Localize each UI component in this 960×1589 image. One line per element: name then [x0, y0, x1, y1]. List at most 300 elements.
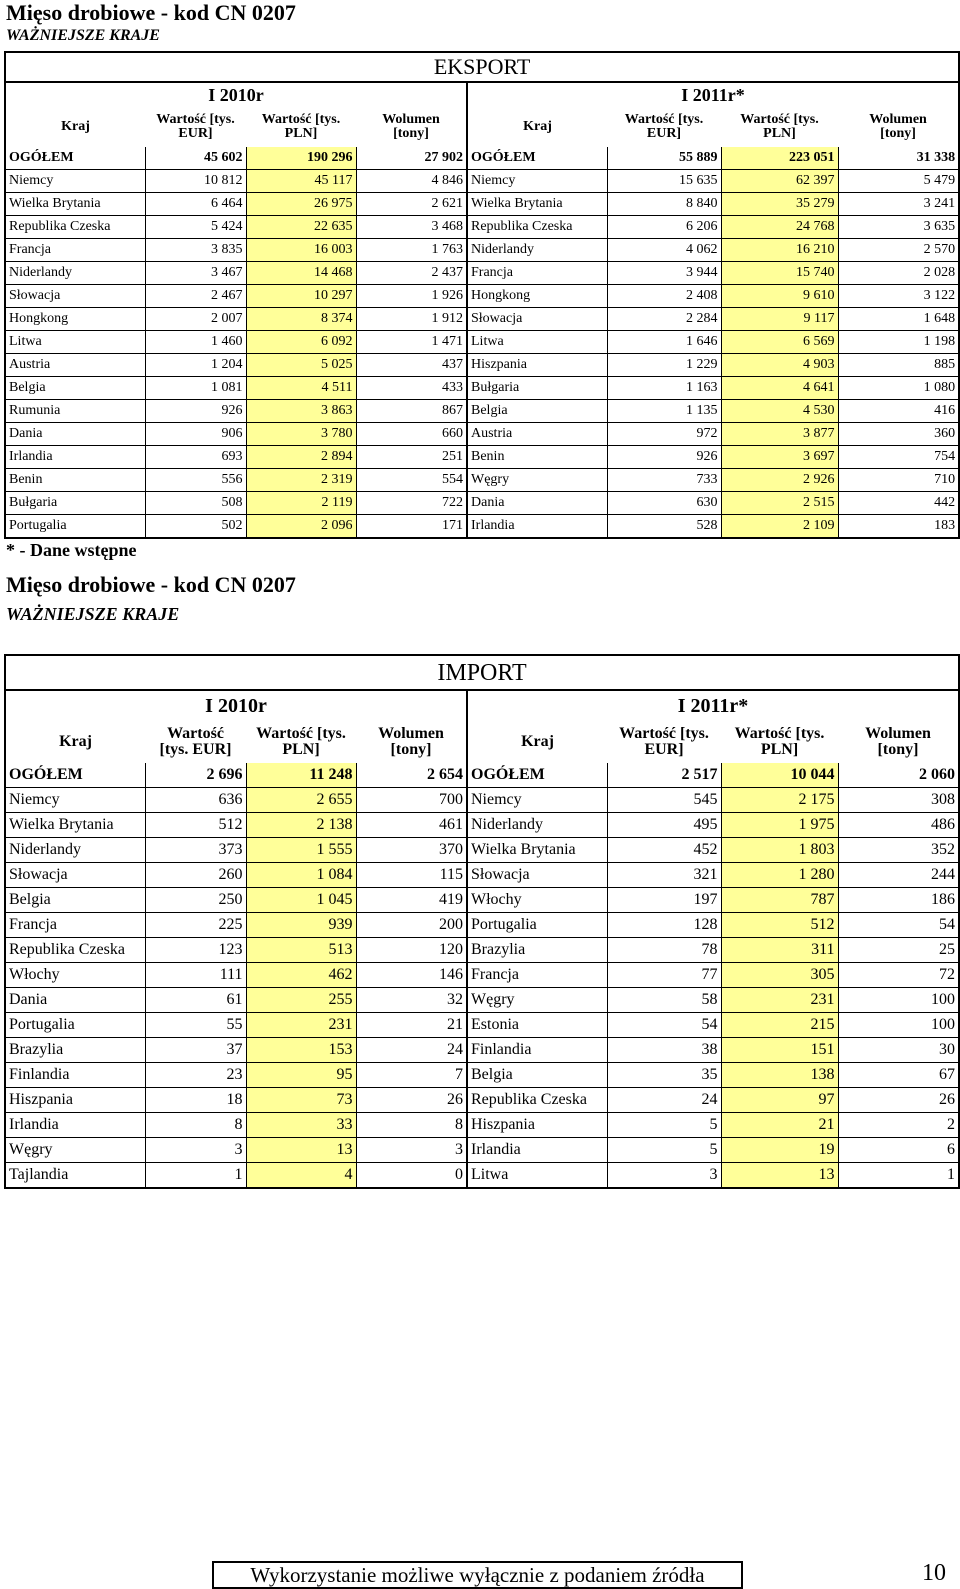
country-cell: Francja [5, 913, 145, 938]
value-cell: 200 [356, 913, 467, 938]
page-number: 10 [922, 1560, 946, 1586]
value-cell: 62 397 [721, 170, 838, 193]
value-cell: 24 [607, 1088, 721, 1113]
value-cell: 15 740 [721, 262, 838, 285]
value-cell: 3 863 [246, 400, 356, 423]
country-cell: Niderlandy [467, 239, 607, 262]
export-period-2010: I 2010r [5, 82, 467, 107]
value-cell: 2 621 [356, 193, 467, 216]
table-row [5, 838, 959, 863]
country-cell: Niemcy [5, 170, 145, 193]
value-cell: 2 119 [246, 492, 356, 515]
value-cell: 1 135 [607, 400, 721, 423]
table-row [5, 863, 959, 888]
value-cell: 97 [721, 1088, 838, 1113]
table-row [5, 377, 959, 400]
col-header-kraj: Kraj [5, 721, 145, 763]
country-cell: Wielka Brytania [5, 813, 145, 838]
value-cell: 260 [145, 863, 246, 888]
country-cell: Słowacja [5, 863, 145, 888]
value-cell: 5 479 [838, 170, 959, 193]
value-cell: 16 210 [721, 239, 838, 262]
value-cell: 5 [607, 1138, 721, 1163]
value-cell: 10 297 [246, 285, 356, 308]
value-cell: 2 515 [721, 492, 838, 515]
country-cell: Belgia [467, 1063, 607, 1088]
value-cell: 35 279 [721, 193, 838, 216]
col-header-eur-2011: Wartość [tys. EUR] [619, 725, 709, 758]
value-cell: 1 280 [721, 863, 838, 888]
value-cell: 8 374 [246, 308, 356, 331]
value-cell: 1 080 [838, 377, 959, 400]
value-cell: 2 319 [246, 469, 356, 492]
value-cell: 1 555 [246, 838, 356, 863]
value-cell: 636 [145, 788, 246, 813]
value-cell: 77 [607, 963, 721, 988]
value-cell: 462 [246, 963, 356, 988]
value-cell: 5 [607, 1113, 721, 1138]
country-cell: Finlandia [467, 1038, 607, 1063]
value-cell: 18 [145, 1088, 246, 1113]
export-subheading: WAŻNIEJSZE KRAJE [6, 27, 160, 44]
country-cell: OGÓŁEM [5, 763, 145, 788]
table-row [5, 1013, 959, 1038]
country-cell: Bułgaria [5, 492, 145, 515]
value-cell: 61 [145, 988, 246, 1013]
country-cell: Litwa [467, 1163, 607, 1189]
value-cell: 4 062 [607, 239, 721, 262]
country-cell: Francja [5, 239, 145, 262]
value-cell: 3 122 [838, 285, 959, 308]
value-cell: 153 [246, 1038, 356, 1063]
value-cell: 3 835 [145, 239, 246, 262]
value-cell: 6 [838, 1138, 959, 1163]
col-header-eur-2010: Wartość [tys. EUR] [159, 725, 232, 758]
country-cell: Benin [5, 469, 145, 492]
value-cell: 31 338 [838, 147, 959, 170]
value-cell: 2 109 [721, 515, 838, 539]
value-cell: 215 [721, 1013, 838, 1038]
value-cell: 3 697 [721, 446, 838, 469]
value-cell: 630 [607, 492, 721, 515]
value-cell: 1 [145, 1163, 246, 1189]
value-cell: 1 471 [356, 331, 467, 354]
value-cell: 171 [356, 515, 467, 539]
import-period-2010: I 2010r [5, 690, 467, 721]
country-cell: Hongkong [467, 285, 607, 308]
country-cell: Irlandia [5, 446, 145, 469]
col-header-vol-2011: Wolumen [tony] [838, 721, 959, 763]
col-header-pln-2010: Wartość [tys. PLN] [256, 725, 346, 758]
value-cell: 111 [145, 963, 246, 988]
col-header-vol-2010: Wolumen [tony] [378, 725, 444, 758]
value-cell: 3 [607, 1163, 721, 1189]
value-cell: 72 [838, 963, 959, 988]
value-cell: 556 [145, 469, 246, 492]
value-cell: 693 [145, 446, 246, 469]
value-cell: 27 902 [356, 147, 467, 170]
value-cell: 513 [246, 938, 356, 963]
country-cell: Republika Czeska [5, 938, 145, 963]
table-row [5, 239, 959, 262]
table-row [5, 492, 959, 515]
value-cell: 73 [246, 1088, 356, 1113]
value-cell: 9 117 [721, 308, 838, 331]
import-heading: Mięso drobiowe - kod CN 0207 [6, 572, 296, 597]
value-cell: 419 [356, 888, 467, 913]
export-heading: Mięso drobiowe - kod CN 0207 [6, 0, 296, 25]
value-cell: 24 [356, 1038, 467, 1063]
country-cell: Litwa [5, 331, 145, 354]
value-cell: 10 812 [145, 170, 246, 193]
value-cell: 25 [838, 938, 959, 963]
value-cell: 512 [145, 813, 246, 838]
value-cell: 2 [838, 1113, 959, 1138]
value-cell: 9 610 [721, 285, 838, 308]
value-cell: 26 975 [246, 193, 356, 216]
value-cell: 54 [838, 913, 959, 938]
value-cell: 14 468 [246, 262, 356, 285]
value-cell: 231 [721, 988, 838, 1013]
country-cell: Brazylia [5, 1038, 145, 1063]
table-row [5, 193, 959, 216]
value-cell: 6 569 [721, 331, 838, 354]
value-cell: 4 846 [356, 170, 467, 193]
country-cell: Austria [5, 354, 145, 377]
value-cell: 1 648 [838, 308, 959, 331]
table-row [5, 888, 959, 913]
value-cell: 123 [145, 938, 246, 963]
value-cell: 3 780 [246, 423, 356, 446]
country-cell: Niemcy [5, 788, 145, 813]
country-cell: Portugalia [467, 913, 607, 938]
value-cell: 13 [246, 1138, 356, 1163]
value-cell: 461 [356, 813, 467, 838]
value-cell: 1 163 [607, 377, 721, 400]
table-row [5, 331, 959, 354]
value-cell: 373 [145, 838, 246, 863]
value-cell: 11 248 [246, 763, 356, 788]
value-cell: 255 [246, 988, 356, 1013]
country-cell: Niderlandy [5, 838, 145, 863]
col-header-kraj-2011: Kraj [467, 721, 607, 763]
country-cell: Niemcy [467, 788, 607, 813]
value-cell: 1 081 [145, 377, 246, 400]
value-cell: 1 803 [721, 838, 838, 863]
value-cell: 1 926 [356, 285, 467, 308]
value-cell: 5 025 [246, 354, 356, 377]
value-cell: 37 [145, 1038, 246, 1063]
country-cell: Brazylia [467, 938, 607, 963]
country-cell: Niderlandy [5, 262, 145, 285]
table-row [5, 469, 959, 492]
value-cell: 787 [721, 888, 838, 913]
value-cell: 0 [356, 1163, 467, 1189]
table-row [5, 913, 959, 938]
country-cell: Benin [467, 446, 607, 469]
value-cell: 972 [607, 423, 721, 446]
table-row [5, 788, 959, 813]
value-cell: 231 [246, 1013, 356, 1038]
col-header-pln-2011: Wartość [tys. PLN] [740, 112, 819, 141]
country-cell: OGÓŁEM [467, 763, 607, 788]
value-cell: 2 926 [721, 469, 838, 492]
value-cell: 190 296 [246, 147, 356, 170]
value-cell: 754 [838, 446, 959, 469]
value-cell: 26 [838, 1088, 959, 1113]
table-row [5, 813, 959, 838]
country-cell: Dania [5, 988, 145, 1013]
import-period-2011: I 2011r* [467, 690, 959, 721]
col-header-kraj-2011: Kraj [467, 107, 607, 147]
country-cell: Rumunia [5, 400, 145, 423]
table-row [5, 1038, 959, 1063]
import-section-title: IMPORT [5, 655, 959, 690]
export-period-2011: I 2011r* [467, 82, 959, 107]
value-cell: 186 [838, 888, 959, 913]
value-cell: 120 [356, 938, 467, 963]
value-cell: 733 [607, 469, 721, 492]
value-cell: 1 646 [607, 331, 721, 354]
value-cell: 512 [721, 913, 838, 938]
value-cell: 146 [356, 963, 467, 988]
preliminary-data-note: * - Dane wstępne [6, 540, 137, 560]
value-cell: 223 051 [721, 147, 838, 170]
col-header-eur-2010: Wartość [tys. EUR] [156, 112, 235, 141]
country-cell: Wielka Brytania [467, 193, 607, 216]
country-cell: Republika Czeska [467, 1088, 607, 1113]
value-cell: 1 204 [145, 354, 246, 377]
total-row [5, 763, 959, 788]
value-cell: 2 007 [145, 308, 246, 331]
country-cell: Francja [467, 262, 607, 285]
value-cell: 3 467 [145, 262, 246, 285]
value-cell: 2 408 [607, 285, 721, 308]
country-cell: Irlandia [467, 1138, 607, 1163]
country-cell: Finlandia [5, 1063, 145, 1088]
value-cell: 38 [607, 1038, 721, 1063]
country-cell: Belgia [5, 888, 145, 913]
value-cell: 2 437 [356, 262, 467, 285]
country-cell: Litwa [467, 331, 607, 354]
country-cell: Węgry [5, 1138, 145, 1163]
country-cell: Hiszpania [467, 1113, 607, 1138]
export-section-title: EKSPORT [5, 52, 959, 82]
value-cell: 2 894 [246, 446, 356, 469]
export-rows [5, 147, 959, 538]
col-header-pln-2010: Wartość [tys. PLN] [261, 112, 341, 141]
value-cell: 151 [721, 1038, 838, 1063]
value-cell: 452 [607, 838, 721, 863]
value-cell: 15 635 [607, 170, 721, 193]
country-cell: Słowacja [5, 285, 145, 308]
import-table [4, 654, 960, 1189]
country-cell: Niderlandy [467, 813, 607, 838]
table-row [5, 170, 959, 193]
value-cell: 495 [607, 813, 721, 838]
table-row [5, 988, 959, 1013]
value-cell: 710 [838, 469, 959, 492]
value-cell: 2 138 [246, 813, 356, 838]
value-cell: 4 641 [721, 377, 838, 400]
value-cell: 660 [356, 423, 467, 446]
value-cell: 2 284 [607, 308, 721, 331]
value-cell: 1 198 [838, 331, 959, 354]
value-cell: 700 [356, 788, 467, 813]
value-cell: 100 [838, 1013, 959, 1038]
country-cell: Włochy [467, 888, 607, 913]
value-cell: 55 889 [607, 147, 721, 170]
value-cell: 10 044 [721, 763, 838, 788]
country-cell: Wielka Brytania [467, 838, 607, 863]
value-cell: 95 [246, 1063, 356, 1088]
country-cell: Belgia [467, 400, 607, 423]
value-cell: 2 655 [246, 788, 356, 813]
country-cell: Dania [467, 492, 607, 515]
value-cell: 308 [838, 788, 959, 813]
country-cell: Hongkong [5, 308, 145, 331]
country-cell: Włochy [5, 963, 145, 988]
value-cell: 33 [246, 1113, 356, 1138]
col-header-pln-2011: Wartość [tys. PLN] [734, 725, 825, 758]
value-cell: 6 206 [607, 216, 721, 239]
value-cell: 1 045 [246, 888, 356, 913]
value-cell: 3 944 [607, 262, 721, 285]
value-cell: 24 768 [721, 216, 838, 239]
value-cell: 21 [356, 1013, 467, 1038]
table-row [5, 1138, 959, 1163]
value-cell: 2 028 [838, 262, 959, 285]
table-row [5, 400, 959, 423]
table-row [5, 515, 959, 539]
value-cell: 1 460 [145, 331, 246, 354]
value-cell: 54 [607, 1013, 721, 1038]
table-row [5, 262, 959, 285]
value-cell: 45 117 [246, 170, 356, 193]
value-cell: 2 096 [246, 515, 356, 539]
value-cell: 3 635 [838, 216, 959, 239]
value-cell: 78 [607, 938, 721, 963]
value-cell: 508 [145, 492, 246, 515]
col-header-eur-2011: Wartość [tys. EUR] [624, 112, 704, 141]
value-cell: 321 [607, 863, 721, 888]
table-row [5, 354, 959, 377]
value-cell: 311 [721, 938, 838, 963]
value-cell: 939 [246, 913, 356, 938]
value-cell: 1 084 [246, 863, 356, 888]
table-row [5, 1088, 959, 1113]
table-row [5, 1063, 959, 1088]
country-cell: Węgry [467, 469, 607, 492]
value-cell: 58 [607, 988, 721, 1013]
value-cell: 352 [838, 838, 959, 863]
value-cell: 433 [356, 377, 467, 400]
value-cell: 30 [838, 1038, 959, 1063]
value-cell: 867 [356, 400, 467, 423]
value-cell: 4 [246, 1163, 356, 1189]
value-cell: 554 [356, 469, 467, 492]
value-cell: 370 [356, 838, 467, 863]
value-cell: 6 464 [145, 193, 246, 216]
value-cell: 2 060 [838, 763, 959, 788]
value-cell: 225 [145, 913, 246, 938]
col-header-kraj: Kraj [5, 107, 145, 147]
country-cell: Austria [467, 423, 607, 446]
value-cell: 545 [607, 788, 721, 813]
table-row [5, 423, 959, 446]
country-cell: Hiszpania [5, 1088, 145, 1113]
value-cell: 3 [145, 1138, 246, 1163]
value-cell: 138 [721, 1063, 838, 1088]
value-cell: 442 [838, 492, 959, 515]
value-cell: 2 517 [607, 763, 721, 788]
table-row [5, 1163, 959, 1189]
value-cell: 13 [721, 1163, 838, 1189]
value-cell: 55 [145, 1013, 246, 1038]
country-cell: Wielka Brytania [5, 193, 145, 216]
source-footer: Wykorzystanie możliwe wyłącznie z podaniem źródła [212, 1561, 743, 1589]
country-cell: Republika Czeska [467, 216, 607, 239]
value-cell: 437 [356, 354, 467, 377]
country-cell: Portugalia [5, 1013, 145, 1038]
value-cell: 35 [607, 1063, 721, 1088]
value-cell: 926 [607, 446, 721, 469]
value-cell: 6 092 [246, 331, 356, 354]
value-cell: 3 [356, 1138, 467, 1163]
value-cell: 26 [356, 1088, 467, 1113]
country-cell: Irlandia [467, 515, 607, 539]
value-cell: 183 [838, 515, 959, 539]
value-cell: 8 [145, 1113, 246, 1138]
value-cell: 885 [838, 354, 959, 377]
value-cell: 19 [721, 1138, 838, 1163]
col-header-vol-2010: Wolumen [tony] [382, 112, 440, 141]
country-cell: Hiszpania [467, 354, 607, 377]
table-row [5, 1113, 959, 1138]
value-cell: 22 635 [246, 216, 356, 239]
value-cell: 197 [607, 888, 721, 913]
table-row [5, 938, 959, 963]
country-cell: Estonia [467, 1013, 607, 1038]
value-cell: 305 [721, 963, 838, 988]
value-cell: 2 467 [145, 285, 246, 308]
value-cell: 7 [356, 1063, 467, 1088]
country-cell: Niemcy [467, 170, 607, 193]
table-row [5, 285, 959, 308]
import-subheading: WAŻNIEJSZE KRAJE [6, 604, 180, 624]
export-table [4, 51, 960, 539]
value-cell: 4 511 [246, 377, 356, 400]
country-cell: Słowacja [467, 308, 607, 331]
country-cell: Słowacja [467, 863, 607, 888]
value-cell: 3 241 [838, 193, 959, 216]
total-row [5, 147, 959, 170]
value-cell: 5 424 [145, 216, 246, 239]
country-cell: Belgia [5, 377, 145, 400]
value-cell: 722 [356, 492, 467, 515]
value-cell: 926 [145, 400, 246, 423]
value-cell: 115 [356, 863, 467, 888]
value-cell: 486 [838, 813, 959, 838]
country-cell: Bułgaria [467, 377, 607, 400]
value-cell: 906 [145, 423, 246, 446]
value-cell: 2 175 [721, 788, 838, 813]
value-cell: 67 [838, 1063, 959, 1088]
table-row [5, 216, 959, 239]
value-cell: 21 [721, 1113, 838, 1138]
country-cell: Portugalia [5, 515, 145, 539]
value-cell: 528 [607, 515, 721, 539]
